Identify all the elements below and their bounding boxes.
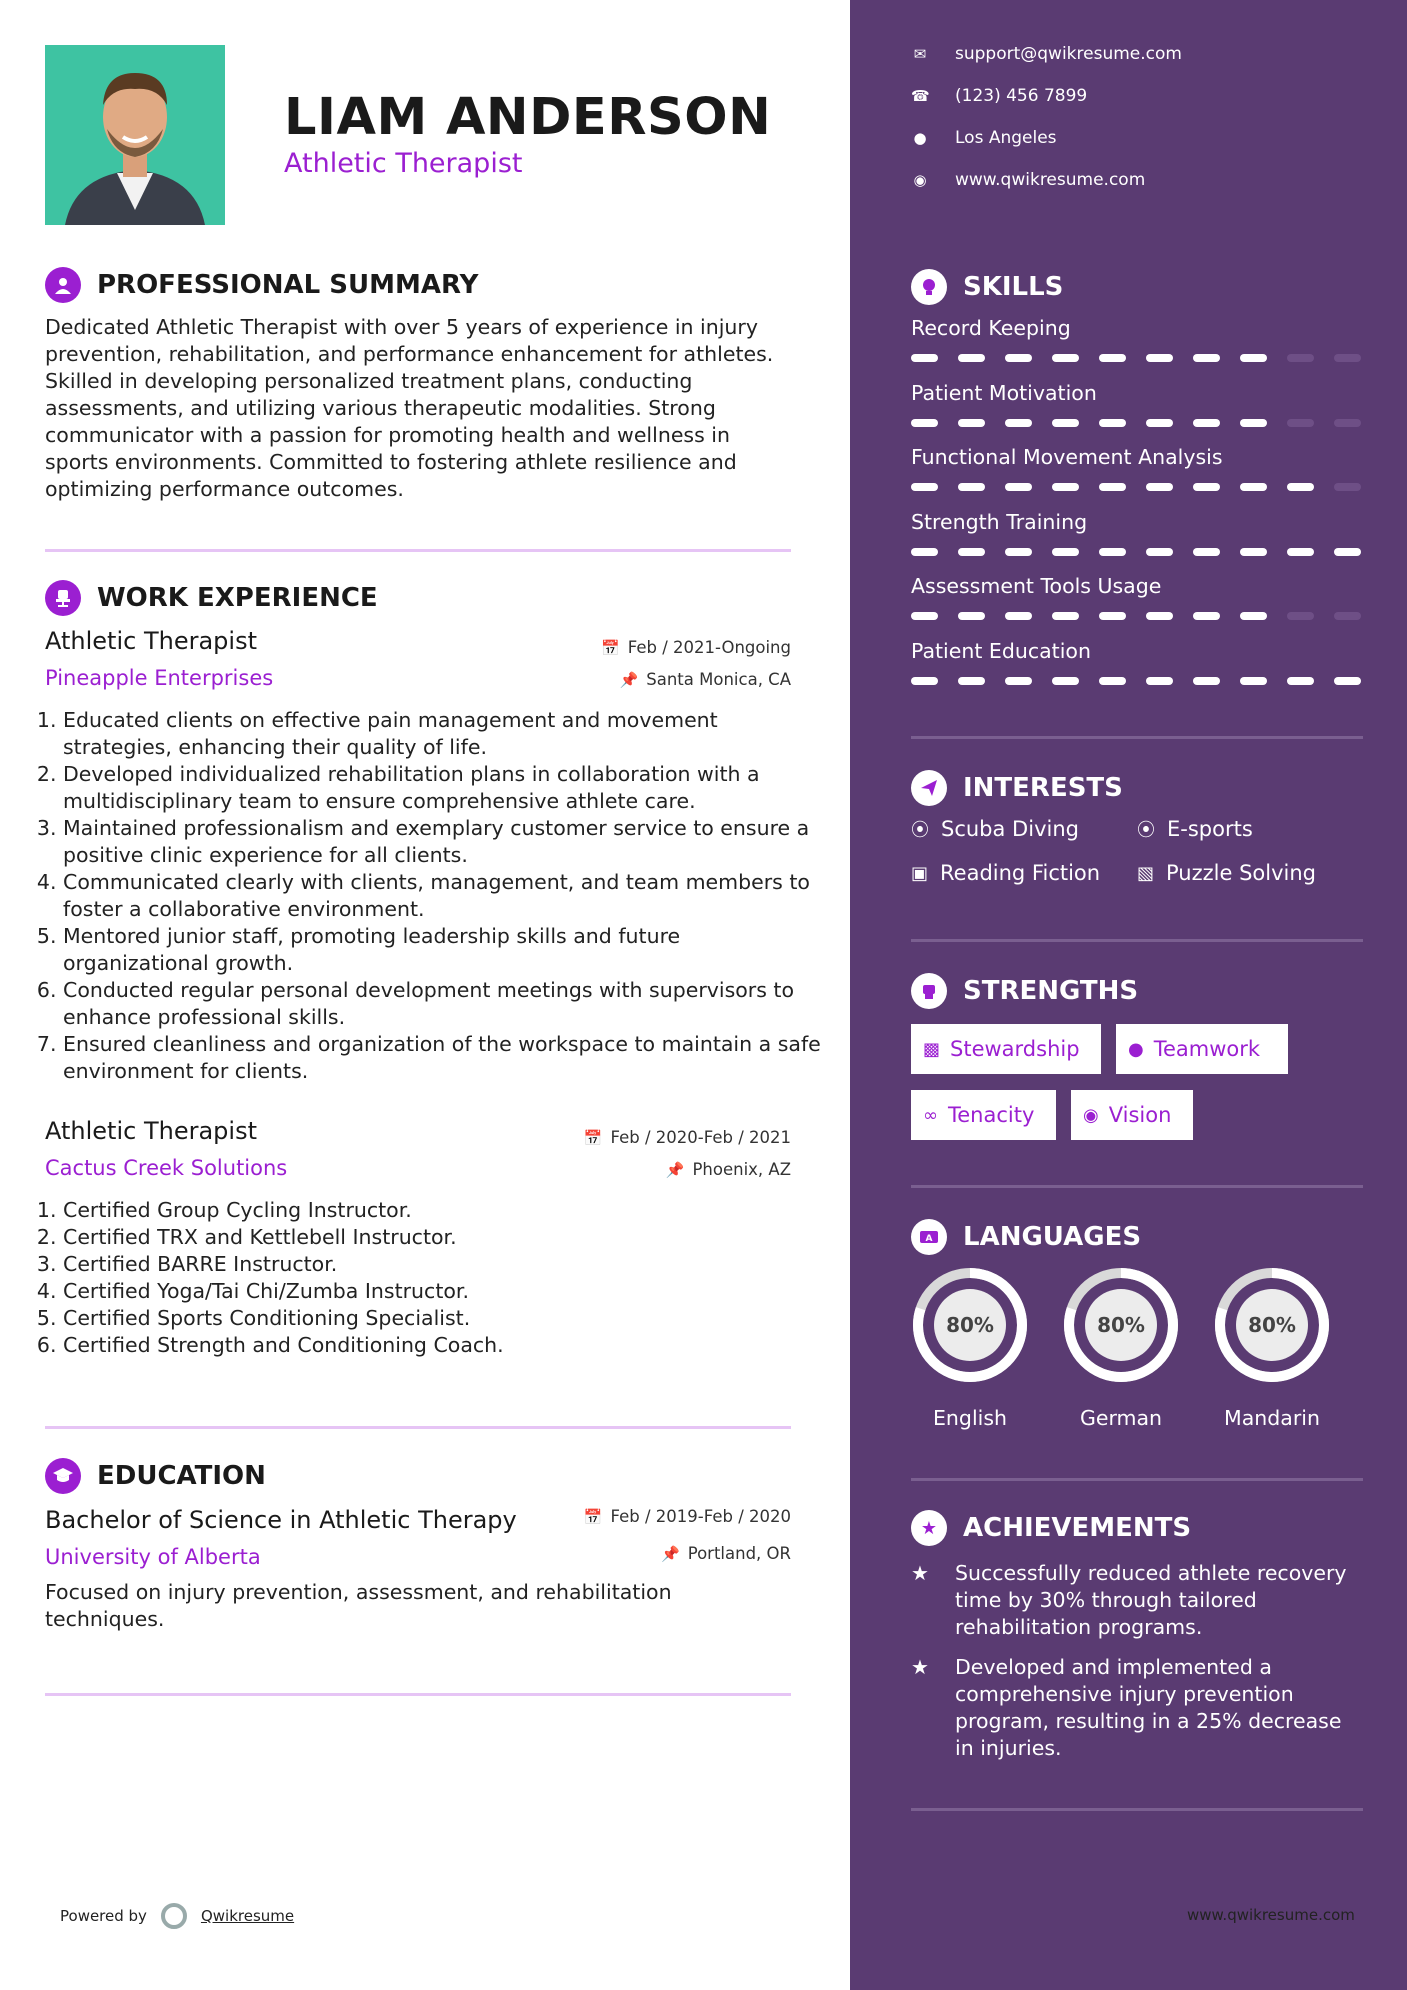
- candidate-title: Athletic Therapist: [284, 148, 523, 179]
- job-dates-1: 📅 Feb / 2021-Ongoing: [601, 638, 791, 657]
- skill-segment: [958, 612, 985, 620]
- strength-tenacity: ∞ Tenacity: [911, 1090, 1056, 1140]
- skill-segment: [911, 677, 938, 685]
- skill-level-bar: [911, 612, 1361, 620]
- skill-segment: [1052, 677, 1079, 685]
- skill-name: Patient Education: [911, 638, 1091, 663]
- star-badge-icon: ★: [911, 1510, 947, 1546]
- skill-segment: [1146, 483, 1173, 491]
- job-title-1: Athletic Therapist: [45, 627, 257, 655]
- skills-heading: SKILLS: [911, 269, 1063, 305]
- calendar-icon: 📅: [601, 639, 620, 657]
- users-icon: ●: [1128, 1038, 1144, 1060]
- skill-segment: [1240, 612, 1267, 620]
- skill-segment: [1099, 612, 1126, 620]
- divider: [45, 1426, 791, 1429]
- life-ring-icon: ⦿: [1137, 820, 1155, 841]
- footer-website[interactable]: www.qwikresume.com: [1187, 1906, 1355, 1924]
- skill-segment: [958, 419, 985, 427]
- interest-reading-fiction: ▣ Reading Fiction: [911, 861, 1101, 885]
- list-item: 7. Ensured cleanliness and organization of the workspace to maintain a safe environment for clients.: [63, 1031, 823, 1085]
- list-item: 5. Certified Sports Conditioning Specialist.: [63, 1305, 823, 1332]
- skill-segment: [1334, 419, 1361, 427]
- skill-level-bar: [911, 548, 1361, 556]
- list-item: 2. Certified TRX and Kettlebell Instructor.: [63, 1224, 823, 1251]
- contact-website[interactable]: ◉ www.qwikresume.com: [911, 170, 1145, 190]
- language-item: [909, 1264, 1031, 1430]
- divider: [911, 1808, 1363, 1811]
- summary-heading: [45, 267, 478, 303]
- pin-icon: 📌: [619, 671, 639, 689]
- skill-segment: [911, 354, 938, 362]
- skill-segment: [911, 483, 938, 491]
- work-heading-text: WORK EXPERIENCE: [97, 583, 378, 613]
- strength-teamwork: ● Teamwork: [1116, 1024, 1288, 1074]
- achievements-heading: ★ ACHIEVEMENTS: [911, 1510, 1191, 1546]
- interest-puzzle-solving: ▧ Puzzle Solving: [1137, 861, 1317, 885]
- skill-segment: [1334, 483, 1361, 491]
- skill-level-bar: [911, 483, 1361, 491]
- calendar-icon: 📅: [583, 1508, 603, 1526]
- skill-segment: [1287, 354, 1314, 362]
- degree: Bachelor of Science in Athletic Therapy: [45, 1506, 517, 1534]
- skill-segment: [958, 548, 985, 556]
- skill-name: Patient Motivation: [911, 380, 1097, 405]
- chair-icon: [45, 580, 81, 616]
- lightbulb-icon: [911, 269, 947, 305]
- graduation-cap-icon: [45, 1458, 81, 1494]
- profile-photo: [45, 45, 225, 225]
- skill-segment: [1240, 483, 1267, 491]
- gamepad-icon: ▣: [911, 862, 929, 884]
- skill-segment: [1005, 483, 1032, 491]
- achievement-1: ★ Successfully reduced athlete recovery time by 30% through tailored rehabilitation programs.: [911, 1561, 1347, 1639]
- skill-name: Record Keeping: [911, 316, 1071, 340]
- fist-icon: [911, 973, 947, 1009]
- skill-segment: [911, 612, 938, 620]
- skill-segment: [1099, 548, 1126, 556]
- avatar-illustration: [45, 45, 225, 225]
- skill-segment: [1005, 548, 1032, 556]
- education-dates: 📅 Feb / 2019-Feb / 2020: [583, 1507, 791, 1526]
- skill-segment: [1287, 612, 1314, 620]
- strength-stewardship: ▩ Stewardship: [911, 1024, 1101, 1074]
- education-description: Focused on injury prevention, assessment, and rehabilitation techniques.: [45, 1580, 672, 1631]
- skill-segment: [1099, 419, 1126, 427]
- link-icon: ∞: [923, 1104, 938, 1126]
- divider: [45, 549, 791, 552]
- list-item: 2. Developed individualized rehabilitation plans in collaboration with a multidisciplinary team to ensure comprehensive athlete care.: [63, 761, 823, 815]
- language-icon: [911, 1219, 947, 1255]
- skill-segment: [1334, 354, 1361, 362]
- skill-segment: [911, 419, 938, 427]
- skill-segment: [1193, 548, 1220, 556]
- skill-segment: [1240, 419, 1267, 427]
- job-dates-2: 📅 Feb / 2020-Feb / 2021: [583, 1128, 791, 1147]
- education-heading-text: EDUCATION: [97, 1461, 266, 1491]
- contact-email[interactable]: ✉ support@qwikresume.com: [911, 44, 1182, 64]
- work-heading: [45, 580, 378, 616]
- job-location-1: 📌 Santa Monica, CA: [619, 670, 791, 689]
- list-item: 1. Certified Group Cycling Instructor.: [63, 1197, 823, 1224]
- svg-text:A: A: [925, 1234, 933, 1244]
- book-icon: ▧: [1137, 862, 1155, 884]
- skill-segment: [958, 483, 985, 491]
- list-item: 6. Conducted regular personal development meetings with supervisors to enhance professional skills.: [63, 977, 823, 1031]
- skill-segment: [958, 354, 985, 362]
- skill-segment: [1146, 677, 1173, 685]
- powered-by: Powered by Qwikresume: [60, 1903, 294, 1929]
- life-ring-icon: ⦿: [911, 820, 929, 841]
- school: University of Alberta: [45, 1545, 261, 1569]
- language-name: Mandarin: [1224, 1406, 1320, 1430]
- skill-segment: [1193, 354, 1220, 362]
- binoculars-icon: ◉: [1083, 1104, 1099, 1126]
- skill-segment: [1099, 677, 1126, 685]
- list-item: 1. Educated clients on effective pain management and movement strategies, enhancing their quality of life.: [63, 707, 823, 761]
- skill-segment: [1146, 548, 1173, 556]
- skill-segment: [1287, 548, 1314, 556]
- interests-heading: INTERESTS: [911, 770, 1123, 806]
- pin-icon: 📌: [665, 1161, 685, 1179]
- divider: [911, 939, 1363, 942]
- list-item: 5. Mentored junior staff, promoting leadership skills and future organizational growth.: [63, 923, 823, 977]
- language-item: [1060, 1264, 1182, 1430]
- language-ring: [1211, 1264, 1333, 1386]
- achievement-2: ★ Developed and implemented a comprehensive injury prevention program, resulting in a 25% decrease in injuries.: [911, 1655, 1342, 1760]
- list-item: 3. Certified BARRE Instructor.: [63, 1251, 823, 1278]
- shooting-star-icon: ★: [911, 1561, 929, 1585]
- list-item: 6. Certified Strength and Conditioning Coach.: [63, 1332, 823, 1359]
- summary-heading-text: PROFESSIONAL SUMMARY: [97, 270, 479, 300]
- skill-segment: [1005, 354, 1032, 362]
- job-location-2: 📌 Phoenix, AZ: [665, 1160, 791, 1179]
- summary-text: Dedicated Athletic Therapist with over 5 years of experience in injury prevention, rehabilitation, and performance enhancement for athletes. Skilled in developing personalized treatment plans, conducting assessments, and utilizing various therapeutic modalities. Strong communicator with a passion for promoting health and wellness in sports environments. Committed to fostering athlete resilience and optimizing performance outcomes.: [45, 315, 774, 501]
- skill-level-bar: [911, 677, 1361, 685]
- shooting-star-icon: ★: [911, 1655, 929, 1679]
- skill-segment: [1240, 677, 1267, 685]
- list-item: 4. Certified Yoga/Tai Chi/Zumba Instructor.: [63, 1278, 823, 1305]
- skill-segment: [1052, 612, 1079, 620]
- skill-segment: [1334, 548, 1361, 556]
- language-name: English: [932, 1406, 1008, 1430]
- skill-segment: [1146, 419, 1173, 427]
- skill-segment: [1005, 677, 1032, 685]
- skill-segment: [1287, 419, 1314, 427]
- skill-segment: [1146, 354, 1173, 362]
- divider: [911, 736, 1363, 739]
- paper-plane-icon: [911, 770, 947, 806]
- skill-segment: [1240, 354, 1267, 362]
- skill-segment: [1005, 612, 1032, 620]
- skill-segment: [1052, 548, 1079, 556]
- list-item: 4. Communicated clearly with clients, management, and team members to foster a collaborative environment.: [63, 869, 823, 923]
- skill-segment: [1052, 483, 1079, 491]
- contact-location: ● Los Angeles: [911, 128, 1057, 148]
- contact-phone[interactable]: ☎ (123) 456 7899: [911, 86, 1088, 106]
- skill-segment: [1287, 483, 1314, 491]
- skill-segment: [1240, 548, 1267, 556]
- language-ring: [909, 1264, 1031, 1386]
- strength-vision: ◉ Vision: [1071, 1090, 1193, 1140]
- skill-segment: [1334, 677, 1361, 685]
- divider: [911, 1185, 1363, 1188]
- skill-name: Functional Movement Analysis: [911, 445, 1223, 469]
- skill-name: Strength Training: [911, 509, 1088, 534]
- interest-scuba-diving: ⦿ Scuba Diving: [911, 817, 1079, 841]
- qwikresume-logo-icon: [161, 1903, 187, 1929]
- divider: [911, 1478, 1363, 1481]
- skill-segment: [1146, 612, 1173, 620]
- language-name: German: [1079, 1406, 1163, 1430]
- company-1: Pineapple Enterprises: [45, 666, 274, 690]
- language-percent: 80%: [1097, 1313, 1145, 1337]
- language-percent: 80%: [1248, 1313, 1296, 1337]
- language-percent: 80%: [946, 1313, 994, 1337]
- language-item: [1211, 1264, 1333, 1430]
- brand-link[interactable]: Qwikresume: [200, 1907, 295, 1925]
- interest-e-sports: ⦿ E-sports: [1137, 817, 1253, 841]
- job-bullets-2: [36, 1197, 823, 1359]
- skill-level-bar: [911, 419, 1361, 427]
- globe-icon: ◉: [913, 171, 927, 189]
- skill-level-bar: [911, 354, 1361, 362]
- job-bullets-1: [36, 707, 823, 1085]
- languages-heading: A LANGUAGES: [911, 1219, 1141, 1255]
- phone-icon: ☎: [911, 87, 930, 105]
- job-title-2: Athletic Therapist: [45, 1117, 257, 1145]
- skill-segment: [1052, 419, 1079, 427]
- skill-segment: [958, 677, 985, 685]
- pin-icon: 📌: [661, 1545, 680, 1563]
- skill-segment: [1287, 677, 1314, 685]
- skill-segment: [1099, 354, 1126, 362]
- skill-segment: [1193, 419, 1220, 427]
- skill-segment: [1052, 354, 1079, 362]
- briefcase-icon: ▩: [923, 1038, 941, 1060]
- skill-segment: [1193, 483, 1220, 491]
- skill-segment: [1193, 677, 1220, 685]
- envelope-icon: ✉: [913, 45, 927, 63]
- skill-segment: [1193, 612, 1220, 620]
- map-marker-icon: ●: [913, 129, 927, 147]
- skill-segment: [1099, 483, 1126, 491]
- education-location: 📌 Portland, OR: [661, 1544, 791, 1563]
- skill-segment: [911, 548, 938, 556]
- language-ring: [1060, 1264, 1182, 1386]
- divider: [45, 1693, 791, 1696]
- list-item: 3. Maintained professionalism and exemplary customer service to ensure a positive clinic experience for all clients.: [63, 815, 823, 869]
- education-heading: [45, 1458, 266, 1494]
- user-icon: [45, 267, 81, 303]
- calendar-icon: 📅: [583, 1129, 603, 1147]
- skill-segment: [1005, 419, 1032, 427]
- strengths-heading: STRENGTHS: [911, 973, 1138, 1009]
- skill-name: Assessment Tools Usage: [911, 574, 1162, 598]
- candidate-name: LIAM ANDERSON: [284, 88, 772, 147]
- company-2: Cactus Creek Solutions: [45, 1156, 288, 1180]
- skill-segment: [1334, 612, 1361, 620]
